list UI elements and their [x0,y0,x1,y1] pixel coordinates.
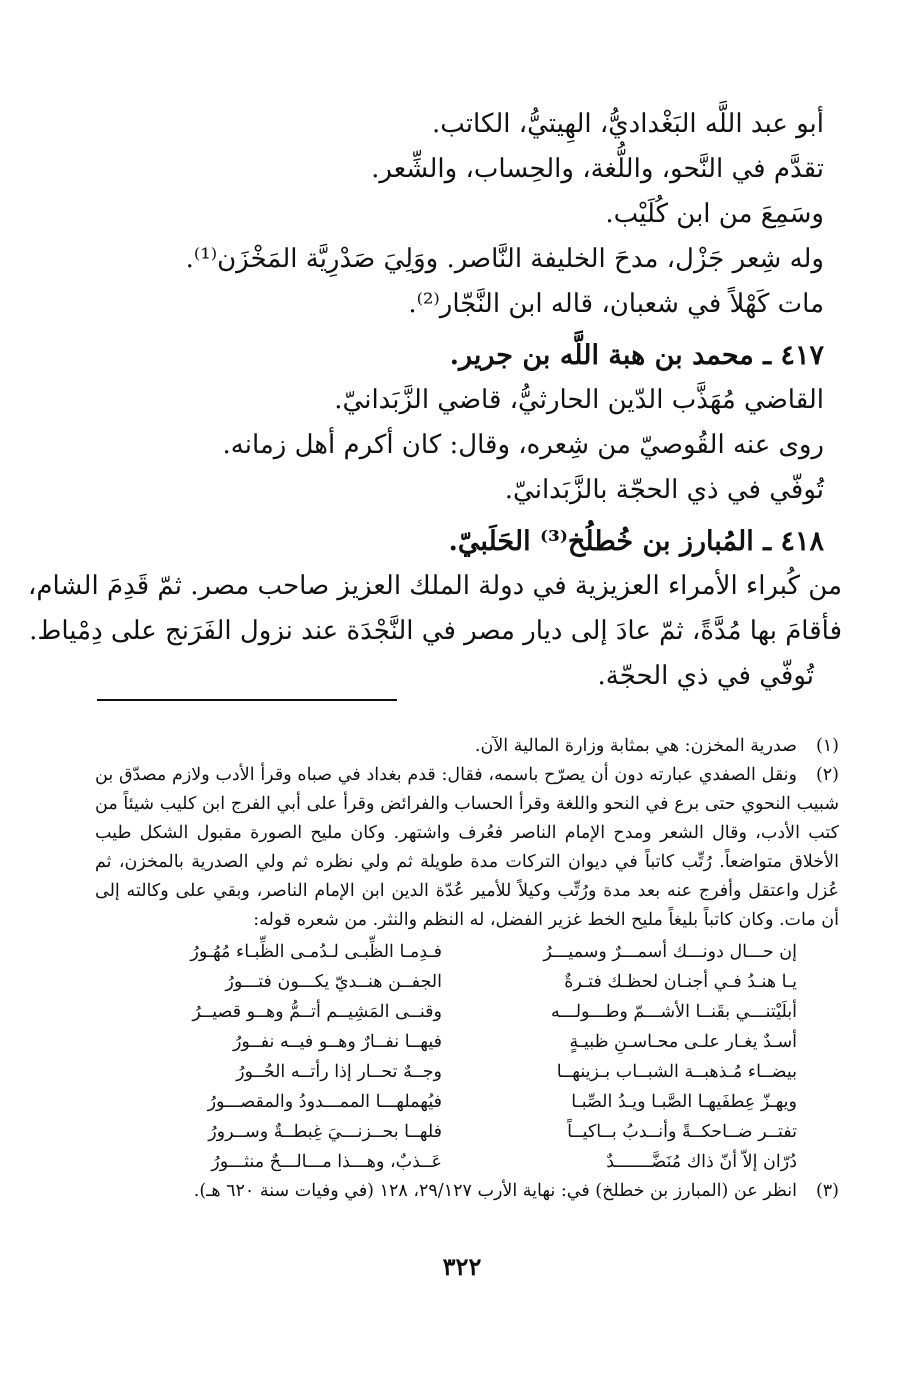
footnote-number: (٢) [815,765,839,785]
poem-verse [95,1027,797,1057]
verse-second-hemistich: فلهــا بحــزنـــيَ غِبطــةٌ وســرورُ [208,1122,442,1142]
poem-verse [95,1087,797,1117]
main-text [27,102,842,699]
text-line: أبو عبد اللَّه البَغْداديُّ، الهِيتيُّ، الكاتب. [432,109,824,139]
footnote-line: عُزل واعتقل وأفرج عنه بعد مدة ورُتِّب وكيلاً للأمير عُدّة الدين ابن الإمام الناصر، وبقي على وكالته إلى [95,881,839,901]
verse-first-hemistich: يـا هنـدُ فـي أجنـان لحظـك فتـرةٌ [564,972,797,992]
footnotes [95,732,839,1206]
verse-second-hemistich: عَــذبٌ، وهـــذا مـــالـــحٌ منثـــورُ [211,1152,442,1172]
verse-first-hemistich: دُرّان إلاّ أنّ ذاك مُنَضَّـــــــدٌ [606,1152,797,1172]
verse-first-hemistich: بيضــاء مُـذهبــة الشبــاب بـزينهــا [556,1062,797,1082]
poem-verse [95,1057,797,1087]
verse-second-hemistich: فيهــا نفــارٌ وهــو فيــه نفــورُ [232,1032,442,1052]
verse-second-hemistich: الجفــن هنــديّ يكـــون فتـــورُ [225,972,442,992]
text-line: من كُبراء الأمراء العزيزية في دولة الملك العزيز صاحب مصر. ثمّ قَدِمَ الشام، [27,571,842,601]
footnote-2 [95,761,839,790]
footnote-text: صدرية المخزن: هي بمثابة وزارة المالية الآن. [474,736,797,756]
footnote-line: أن مات. وكان كاتباً بليغاً مليح الخط غزير الفضل، له النظم والنثر. من شعره قوله: [253,910,839,930]
poem-verse [95,937,797,967]
text-line: تُوفّي في ذي الحجّة. [597,661,814,691]
poem-verse [95,967,797,997]
page-number: ٣٢٢ [442,1252,482,1281]
footnote-separator [97,699,397,701]
verse-first-hemistich: أبلَيْتنـــي بقَنــا الأشـــمّ وطـــولـــه [550,1002,797,1022]
footnote-line: ونقل الصفدي عبارته دون أن يصرّح باسمه، فقال: قدم بغداد في صباه وقرأ الأدب ولازم مصدّق بن [95,765,797,785]
poem [95,937,797,1177]
verse-first-hemistich: إن حـــال دونـــك أسمـــرٌ وسميـــرُ [543,942,797,962]
text-line: وله شِعر جَزْل، مدحَ الخليفة النَّاصر. ووَلِيَ صَدْرِيَّة المَخْزَن⁽¹⁾. [185,244,824,274]
verse-second-hemistich: وجــهٌ تحــار إذا رأتــه الحُــورُ [236,1062,442,1082]
footnote-line: الأخلاق متواضعاً. رُتِّب كاتباً في ديوان التركات مدة طويلة ثم ولي نظره ثم ولي الصدرية بالمخزن، ثم [95,852,839,872]
verse-second-hemistich: فيُهملهـــا الممـــدودُ والمقصـــورُ [207,1092,442,1112]
text-line: القاضي مُهَذَّب الدّين الحارثيُّ، قاضي الزَّبَدانيّ. [334,385,824,415]
footnote-line: شبيب النحوي حتى برع في النحو واللغة وقرأ الحساب والفرائض وقرأ على أبي الفرج ابن كليب شيئاً من [95,794,839,814]
verse-first-hemistich: تفتــر ضــاحكــةً وأنــدبُ بــاكيــاً [567,1122,797,1142]
text-line: تقدَّم في النَّحو، واللُّغة، والحِساب، والشِّعر. [371,154,824,184]
entry-heading-417: ٤١٧ ـ محمد بن هبة اللَّه بن جرير. [449,340,824,371]
text-line: مات كَهْلاً في شعبان، قاله ابن النَّجّار⁽²⁾. [408,289,824,319]
footnote-line: كتب الأدب، وقال الشعر ومدح الإمام الناصر فعُرف واشتهر. وكان مليح الصورة مقبول الشكل طيب [95,823,839,843]
footnote-3 [95,1177,839,1206]
text-line: وسَمِعَ من ابن كُلَيْب. [605,199,824,229]
footnote-number: (١) [815,736,839,756]
entry-heading-418: ٤١٨ ـ المُبارز بن خُطلُخ⁽³⁾ الحَلَبيّ. [448,526,824,557]
poem-verse [95,1117,797,1147]
verse-second-hemistich: وقنــى المَشِيــم أتــمُّ وهــو قصيــرُ [192,1002,442,1022]
verse-first-hemistich: ويهـزّ عِطفَيهـا الصَّبـا ويـدُ الصِّبـا [571,1092,797,1112]
poem-verse [95,1147,797,1177]
footnote-text: انظر عن (المبارز بن خطلخ) في: نهاية الأرب ٢٩/١٢٧، ١٢٨ (في وفيات سنة ٦٢٠ هـ). [193,1181,797,1201]
verse-second-hemistich: فـدِمـا الظِّبـى لـدُمـى الظِّبـاء مُهُـورُ [190,942,442,962]
footnote-text [95,761,797,790]
text-line: تُوفّي في ذي الحجّة بالزَّبَدانيّ. [504,475,824,505]
footnote-1 [95,732,839,761]
footnote-number: (٣) [815,1181,839,1201]
footnote-2-continued [95,790,839,935]
text-line: فأقامَ بها مُدَّةً، ثمّ عادَ إلى ديار مصر في النَّجْدَة عند نزول الفَرَنج على دِمْياط. [29,616,842,646]
verse-first-hemistich: أسـدٌ يغـار علـى محـاسـنِ ظبيـةٍ [569,1032,797,1052]
poem-verse [95,997,797,1027]
text-line: روى عنه القُوصيّ من شِعره، وقال: كان أكرم أهل زمانه. [222,430,824,460]
